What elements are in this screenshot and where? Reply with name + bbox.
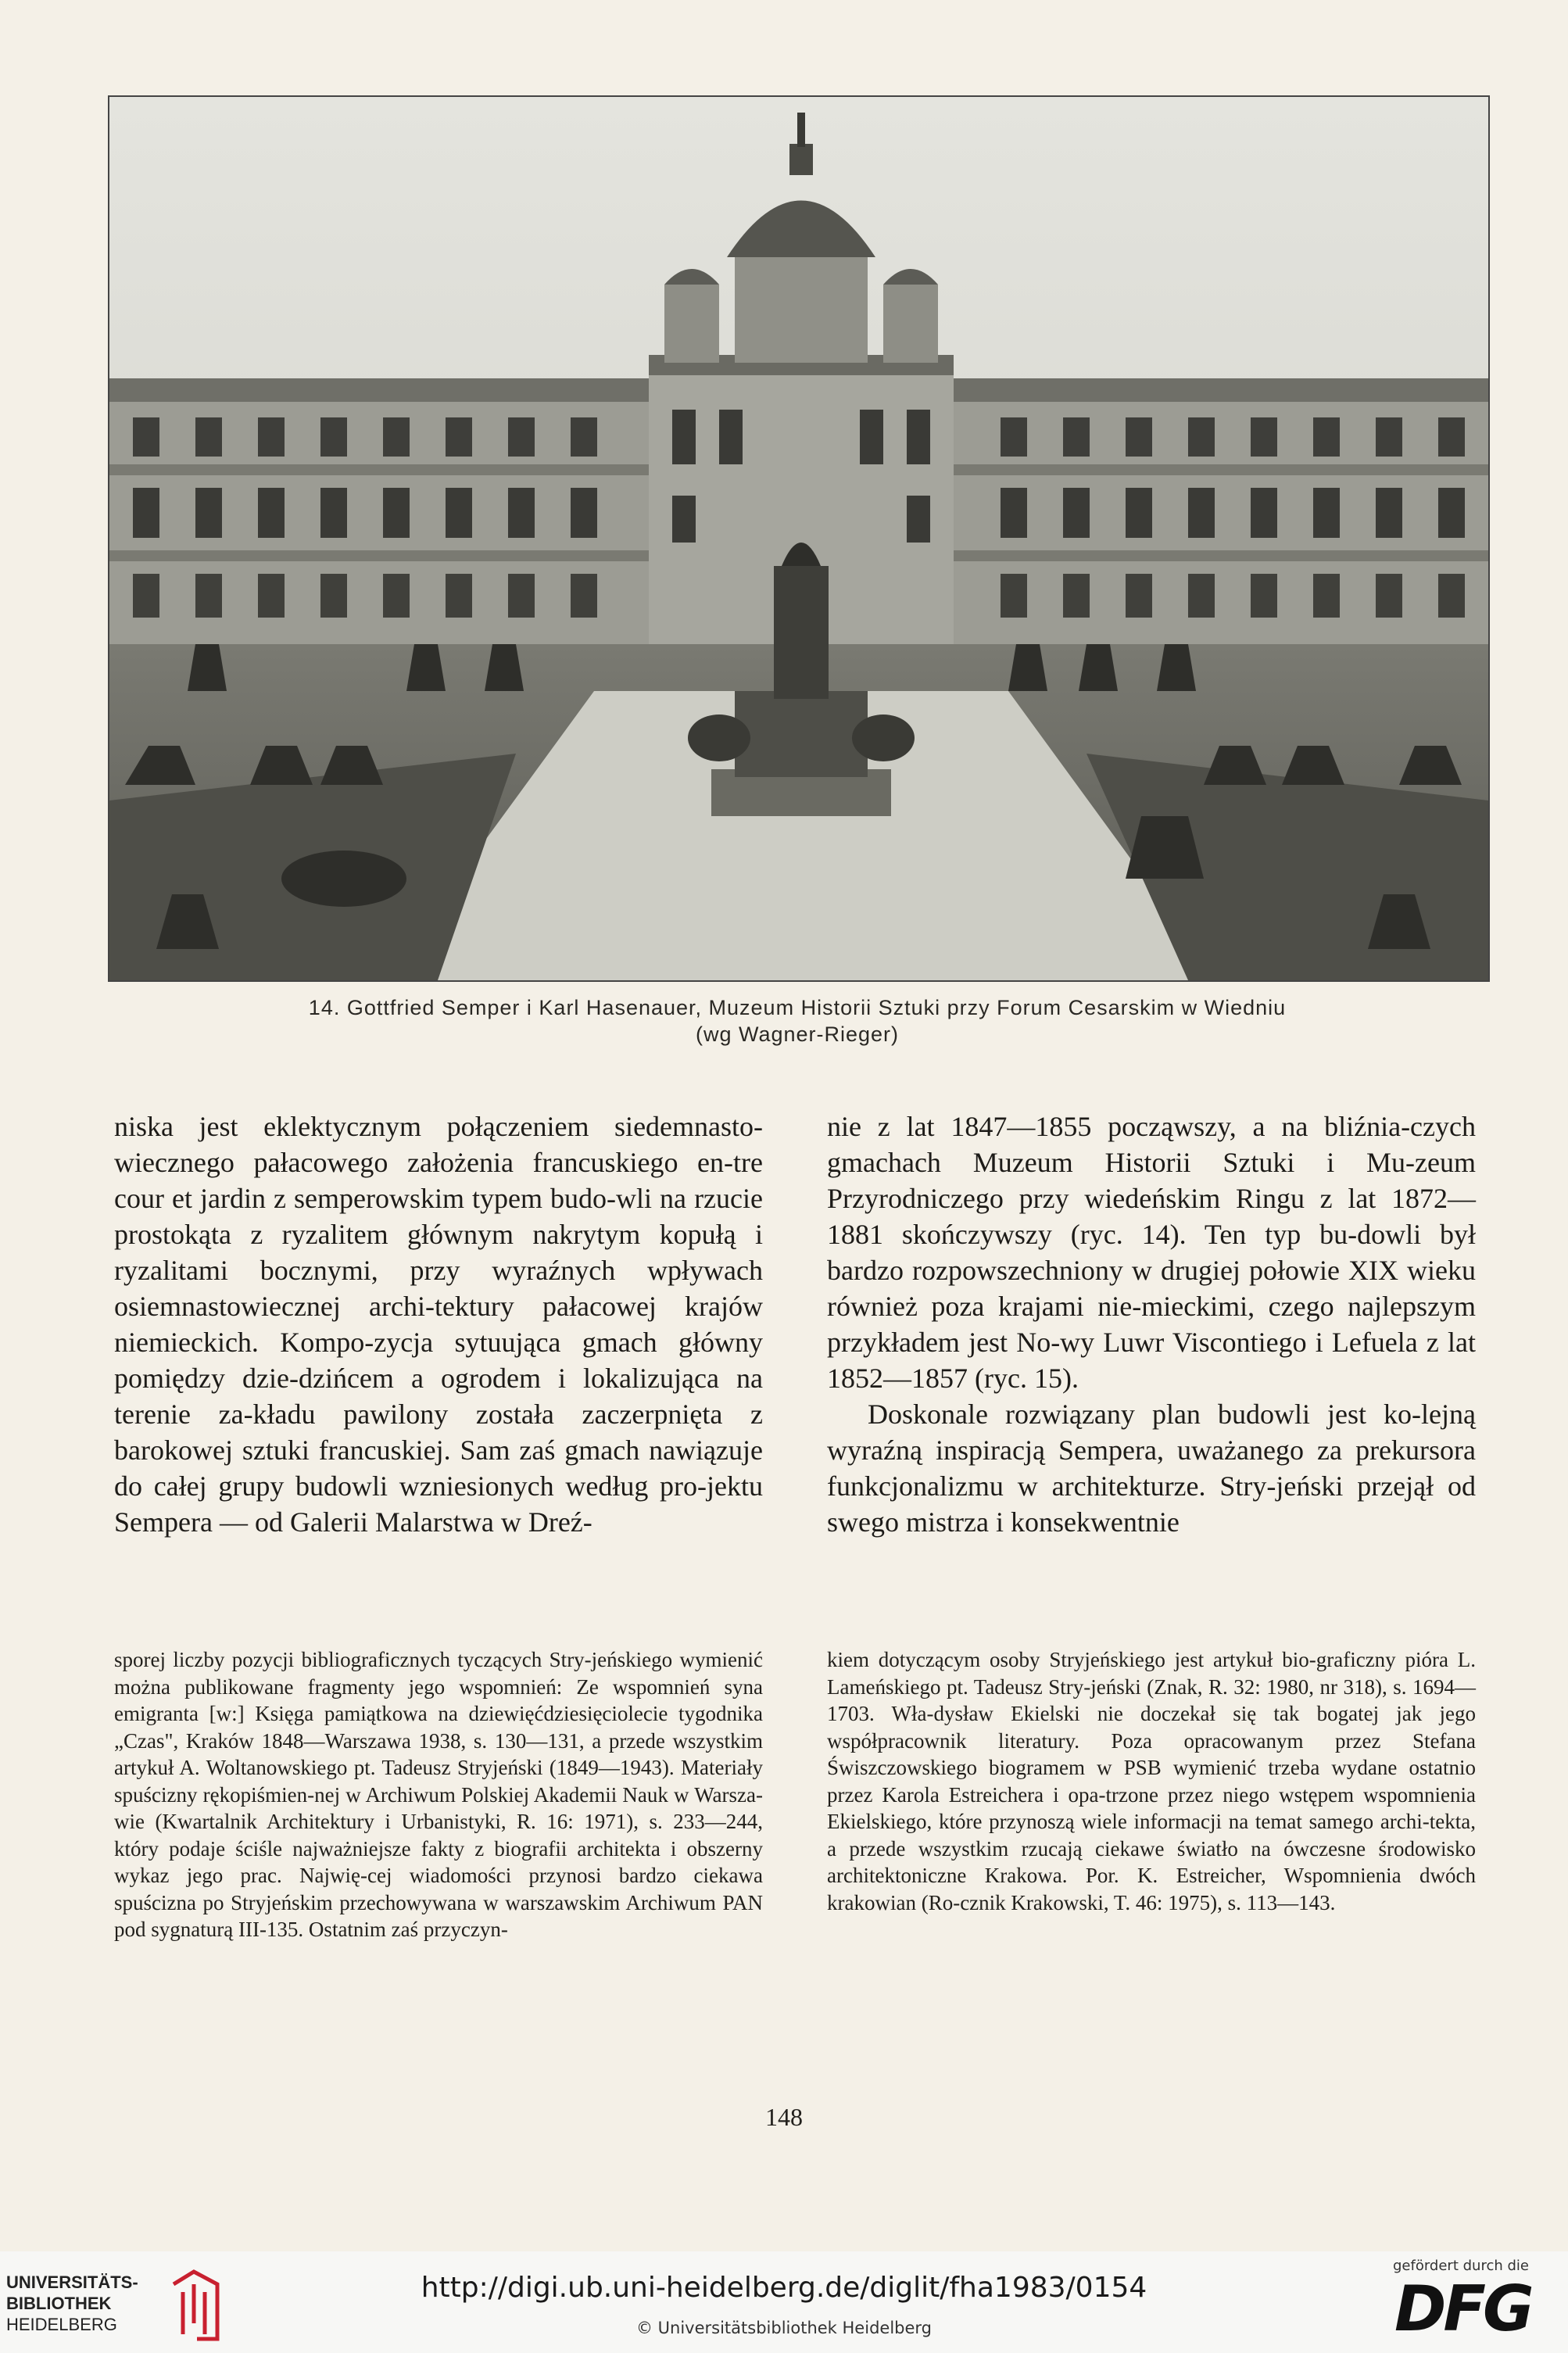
footnote-text: sporej liczby pozycji bibliograficznych tyczących Stry-jeńskiego wymienić można publikowane fragmenty jego wspomnień: Ze wspomnień syna emigranta [w:] Księga pamiątkowa na dziewięćdziesięciolecie tygodnika „Czas", Kraków 1848—Warszawa 1938, s. 130—131, a przede wszystkim artykuł A. Woltanowskiego pt. Tadeusz Stryjeński (1849—1943). Materiały spuścizny rękopiśmien-nej w Archiwum Polskiej Akademii Nauk w Warsza-wie (Kwartalnik Architektury i Urbanistyki, R. 16: 1971), s. 233—244, który podaje ściśle najważniejsze fakty z biografii architekta i obszerny wykaz jego prac. Najwię-cej wiadomości przynosi bardzo ciekawa spuścizna po Stryjeńskim przechowywana w warszawskim Archiwum PAN pod sygnaturą III-135. Ostatnim zaś przyczyn- [114,1648,763,1941]
caption-line-1: 14. Gottfried Semper i Karl Hasenauer, Muzeum Historii Sztuki przy Forum Cesarskim w Wiedniu [308,996,1287,1019]
library-footer [0,2251,1568,2353]
page-number: 148 [765,2103,803,2131]
footnote-text: kiem dotyczącym osoby Stryjeńskiego jest artykuł bio-graficzny pióra L. Lameńskiego pt. Tadeusz Stry-jeński (Znak, R. 32: 1980, nr 318), s. 1694—1703. Wła-dysław Ekielski nie doczekał się tak bogatej jak jego współpracownik literatury. Poza opracowanym przez Stefana Świszczowskiego biogramem w PSB wymienić trzeba wydane ostatnio przez Karola Estreichera i opa-trzone przez niego wstępem wspomnienia Ekielskiego, które przynoszą wiele informacji na temat samego archi-tekta, a przede wszystkim rzucają ciekawe światło na ówczesne środowisko architektoniczne Krakowa. Por. K. Estreicher, Wspomnienia dwóch krakowian (Ro-cznik Krakowski, T. 46: 1975), s. 113—143. [827,1648,1476,1914]
body-column-right [827,1108,1476,1540]
museum-photograph [108,95,1490,982]
figure-caption [141,994,1454,1048]
body-paragraph: Doskonale rozwiązany plan budowli jest ko-lejną wyraźną inspiracją Sempera, uważanego za prekursora funkcjonalizmu w architekturze. Stry-jeński przejął od swego mistrza i konsekwentnie [827,1399,1476,1538]
body-paragraph: nie z lat 1847—1855 począwszy, a na bliźnia-czych gmachach Muzeum Historii Sztuki i Mu-zeum Przyrodniczego przy wiedeńskim Ringu z lat 1872—1881 skończywszy (ryc. 14). Ten typ bu-dowli był bardzo rozpowszechniony w drugiej połowie XIX wieku również poza krajami nie-mieckimi, czego najlepszym przykładem jest No-wy Luwr Viscontiego i Lefuela z lat 1852—1857 (ryc. 15). [827,1111,1476,1394]
library-name-line-1: UNIVERSITÄTS- [6,2272,138,2292]
footnotes-column-left [114,1646,763,1943]
dfg-logo: DFG [1394,2272,1531,2345]
caption-line-2: (wg Wagner-Rieger) [695,1022,900,1046]
library-name-line-3: HEIDELBERG [6,2315,117,2334]
body-column-left [114,1108,763,1540]
funding-note: gefördert durch die [1393,2258,1529,2274]
museum-photo-illustration [109,97,1488,980]
footnotes-column-right [827,1646,1476,1916]
document-url-link[interactable]: http://digi.ub.uni-heidelberg.de/diglit/fha1983/0154 [421,2272,1147,2304]
copyright-notice: © Universitätsbibliothek Heidelberg [635,2319,932,2337]
body-paragraph: niska jest eklektycznym połączeniem siedemnasto-wiecznego pałacowego założenia francuskiego en-tre cour et jardin z semperowskim typem budo-wli na rzucie prostokąta z ryzalitem głównym nakrytym kopułą i ryzalitami bocznymi, przy wyraźnych wpływach osiemnastowiecznej archi-tektury pałacowej krajów niemieckich. Kompo-zycja sytuująca gmach główny pomiędzy dzie-dzińcem a ogrodem i lokalizująca na terenie za-kładu pawilony została zaczerpnięta z barokowej sztuki francuskiej. Sam zaś gmach nawiązuje do całej grupy budowli wzniesionych według pro-jektu Sempera — od Galerii Malarstwa w Dreź- [114,1111,763,1538]
library-name-line-2: BIBLIOTHEK [6,2294,112,2313]
